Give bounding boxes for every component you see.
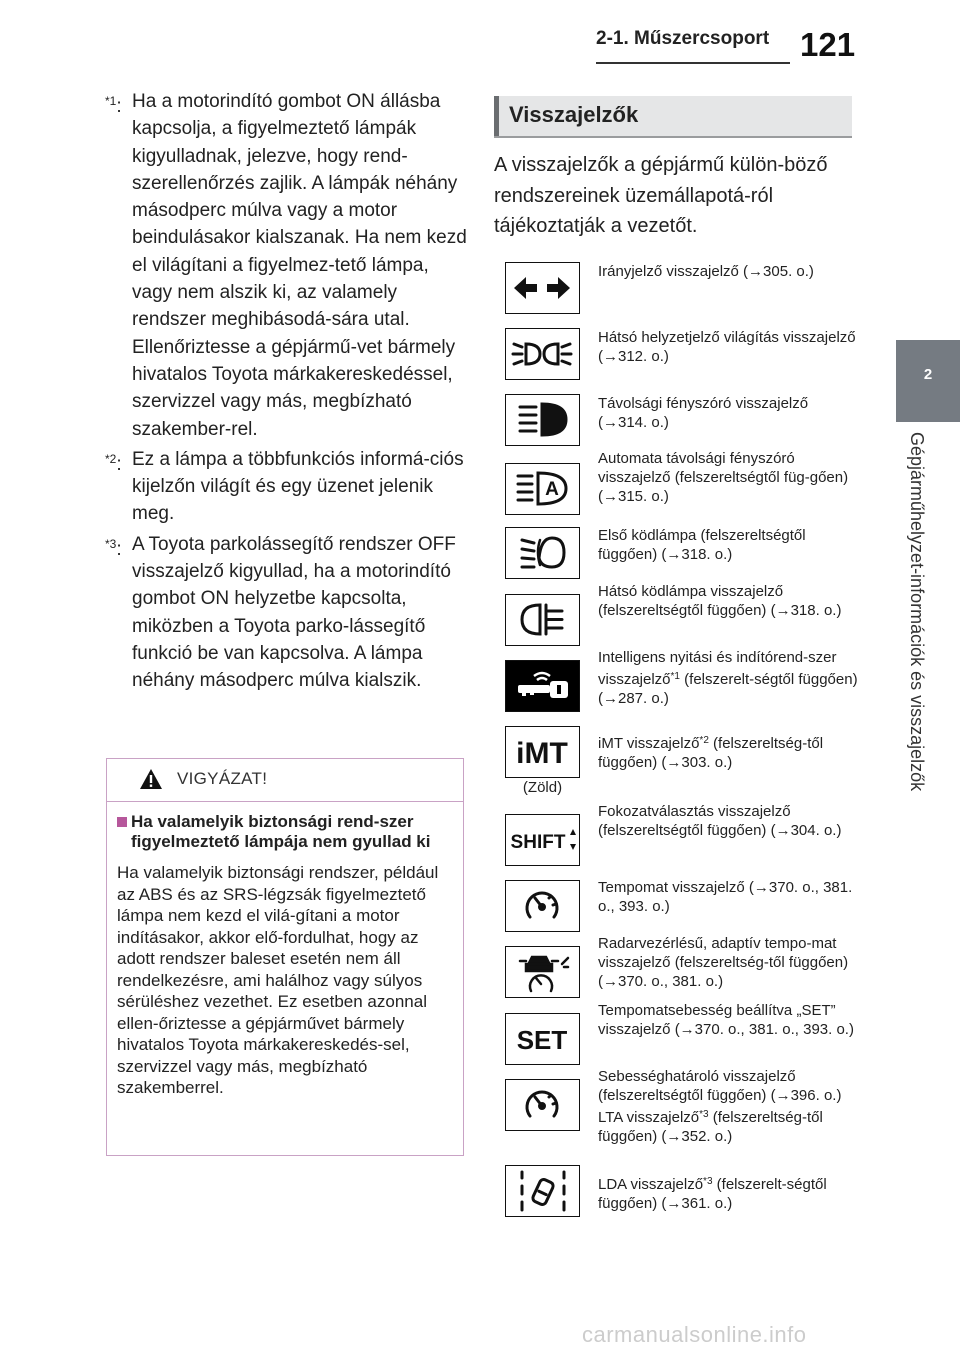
icon-caption: (Zöld) — [522, 779, 563, 796]
page-number: 121 — [800, 26, 856, 63]
turn-signal-icon — [505, 262, 580, 314]
footnote-1 — [105, 88, 467, 443]
section-heading-bar — [494, 96, 499, 136]
indicator-text: Első ködlámpa (felszereltségtől függően) (→318. o.) — [598, 527, 806, 563]
chapter-title: Gépjárműhelyzet-információk és visszajelzők — [907, 432, 927, 792]
tail-light-icon — [505, 328, 580, 380]
auto-high-beam-icon — [505, 463, 580, 515]
footnote-mark: $^{*2}$: — [105, 451, 122, 475]
indicator-text: Tempomat visszajelző (→370. o., 381. o., 393. o.) — [598, 879, 853, 915]
radar-cruise-icon — [505, 946, 580, 998]
shift-icon — [505, 814, 580, 866]
indicator-text: Automata távolsági fényszóró visszajelző (felszereltségtől füg-gően) (→315. o.) — [598, 450, 849, 505]
footnote-mark: $^{*3}$: — [105, 536, 122, 560]
set-icon-label: SET — [516, 1025, 568, 1055]
indicator-text: Irányjelző visszajelző (→305. o.) — [598, 263, 814, 280]
square-bullet-icon — [117, 817, 127, 827]
footnote-3 — [105, 531, 467, 695]
caution-title: VIGYÁZAT! — [177, 769, 268, 788]
cruise-control-icon — [505, 880, 580, 932]
header-rule — [596, 62, 790, 64]
indicator-text: Fokozatválasztás visszajelző (felszereltségtől függően) (→304. o.) — [598, 803, 842, 839]
high-beam-icon — [505, 394, 580, 446]
footnote-mark: $^{*1}$: — [105, 94, 122, 117]
caution-box — [106, 758, 464, 1156]
caution-body — [107, 802, 463, 1099]
indicator-text: iMT visszajelző$^{*2}$ (felszereltség-től függően) (→303. o.) — [598, 735, 824, 771]
imt-icon — [505, 726, 580, 778]
auto-high-beam-letter: A — [545, 479, 559, 500]
indicator-text: Tempomatsebesség beállítva „SET” visszajelző (→370. o., 381. o., 393. o.) — [598, 1002, 854, 1038]
footnotes — [105, 88, 467, 698]
front-fog-light-icon — [505, 527, 580, 579]
speed-limiter-icon — [505, 1079, 580, 1131]
shift-icon-label: SHIFT — [510, 832, 566, 853]
section-title: Visszajelzők — [509, 102, 639, 127]
lda-icon — [505, 1165, 580, 1217]
caution-header — [107, 759, 463, 802]
section-intro: A visszajelzők a gépjármű külön-böző rendszereinek üzemállapotá-ról tájékoztatják a vezetőt. — [494, 154, 828, 237]
warning-triangle-icon — [139, 768, 163, 790]
caution-subheading: Ha valamelyik biztonsági rend-szer figyelmeztető lámpája nem gyullad ki — [117, 812, 451, 852]
running-header: 2-1. Műszercsoport — [596, 28, 770, 49]
footnote-text: Ez a lámpa a többfunkciós informá-ciós kijelzőn világít és egy üzenet jelenik meg. — [132, 448, 464, 525]
chapter-number: 2 — [923, 366, 933, 383]
set-icon — [505, 1013, 580, 1065]
section-heading — [494, 96, 852, 138]
footnote-2 — [105, 446, 467, 528]
indicator-text: Hátsó helyzetjelző világítás visszajelző (→312. o.) — [598, 329, 856, 365]
watermark: carmanualsonline.info — [582, 1322, 807, 1347]
indicator-text: Távolsági fényszóró visszajelző (→314. o.) — [598, 395, 809, 431]
chapter-title-wrap — [902, 432, 952, 862]
indicator-text: Intelligens nyitási és indítórend-szer visszajelző$^{*1}$ (felszerelt-ségtől függően) (→287. o.) — [598, 649, 858, 707]
indicator-text: Sebességhatároló visszajelző (felszereltségtől függően) (→396. o.) LTA visszajelző$^{*3}$ (felszereltség-től függően) (→352. o.) — [598, 1068, 842, 1145]
footnote-text: Ha a motorindító gombot ON állásba kapcsolja, a figyelmeztető lámpák kigyulladnak, jelezve, hogy rend-szerellenőrzés zajlik. A lámpák néhány másodperc múlva vagy a motor beindulásakor kialszanak. Ha nem kezd el világítani a figyelmez-tető lámpa, vagy nem alszik ki, az valamely rendszer meghibásodá-sára utal. Ellenőriztesse a gépjármű-vet bármely hivatalos Toyota márkakereskedéssel, szervizzel vagy más, megbízható szakember-rel. — [132, 91, 467, 440]
chapter-tab — [896, 340, 960, 422]
imt-icon-label: iMT — [516, 737, 568, 770]
indicator-text: LDA visszajelző$^{*3}$ (felszerelt-ségtől függően) (→361. o.) — [598, 1176, 827, 1212]
rear-fog-light-icon — [505, 594, 580, 646]
smart-entry-key-icon — [505, 660, 580, 712]
footnote-text: A Toyota parkolássegítő rendszer OFF visszajelző kigyullad, ha a motorindító gombot ON helyzetbe kapcsolta, miközben a Toyota parko-lássegítő funkció be van kapcsolva. A lámpa néhány másodperc múlva kialszik. — [132, 533, 456, 692]
caution-text: Ha valamelyik biztonsági rendszer, például az ABS és az SRS-légzsák figyelmeztető lámpa nem kezd el vilá-gítani a motor indításakor, akkor elő-fordulhat, hogy az adott rendszer baleset esetén nem áll rendelkezésre, ami halálhoz vagy súlyos sérüléshez vezethet. Ez esetben azonnal ellen-őriztesse a gépjárművet bármely hivatalos Toyota márkakereskedés-sel, szervizzel vagy más, megbízható szakemberrel. — [117, 863, 439, 1097]
indicator-text: Radarvezérlésű, adaptív tempo-mat visszajelző (felszereltség-től függően) (→370. o., 381. o.) — [598, 935, 849, 990]
indicator-text: Hátsó ködlámpa visszajelző (felszereltségtől függően) (→318. o.) — [598, 583, 842, 619]
